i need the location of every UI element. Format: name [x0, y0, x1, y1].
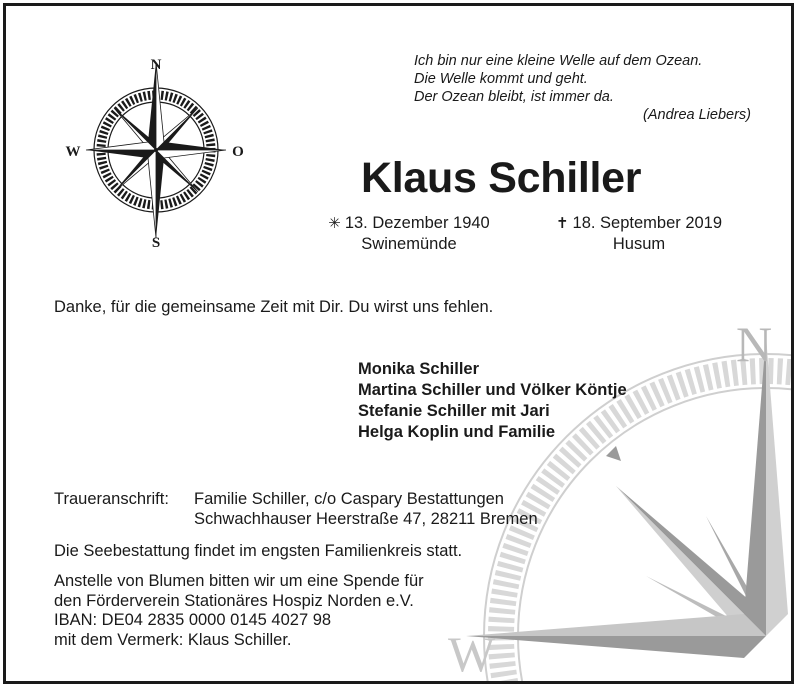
mourner-name: Martina Schiller und Völker Köntje	[358, 381, 627, 399]
address-line: Schwachhauser Heerstraße 47, 28211 Bremen	[194, 510, 538, 528]
donation-line: mit dem Vermerk: Klaus Schiller.	[54, 630, 292, 649]
donation-line: den Förderverein Stationäres Hospiz Norden e.V.	[54, 591, 414, 610]
death-cross-icon: ✝	[555, 215, 569, 232]
large-compass-n-label: N	[736, 316, 773, 372]
thanks-text: Danke, für die gemeinsame Zeit mit Dir. Du wirst uns fehlen.	[54, 298, 494, 316]
mourner-name: Helga Koplin und Familie	[358, 423, 556, 441]
obituary-frame	[3, 3, 794, 684]
birth-place: Swinemünde	[361, 235, 457, 253]
address-label: Traueranschrift:	[54, 490, 169, 508]
quote-line: Ich bin nur eine kleine Welle auf dem Ozean.	[414, 53, 703, 69]
mourners-list	[358, 359, 627, 443]
donation-line: Anstelle von Blumen bitten wir um eine Spende für	[54, 572, 424, 590]
mourning-address	[54, 489, 538, 529]
death-place: Husum	[612, 235, 666, 253]
sea-burial-note: Die Seebestattung findet im engsten Familienkreis statt.	[54, 542, 463, 560]
birth-date: 13. Dezember 1940	[344, 214, 490, 232]
compass-w-label: W	[65, 144, 81, 160]
donation-iban: IBAN: DE04 2835 0000 0145 4027 98	[54, 611, 332, 629]
mourner-name: Stefanie Schiller mit Jari	[358, 402, 550, 420]
address-line: Familie Schiller, c/o Caspary Bestattungen	[194, 490, 504, 508]
death-info	[554, 213, 724, 254]
large-compass-w-label: W	[448, 626, 496, 682]
quote-line: Die Welle kommt und geht.	[414, 71, 588, 87]
mourner-name: Monika Schiller	[358, 360, 480, 378]
compass-o-label: O	[232, 144, 244, 160]
quote-line: Der Ozean bleibt, ist immer da.	[414, 89, 614, 105]
birth-star-icon: ✳	[328, 215, 341, 232]
compass-rose-icon	[58, 50, 254, 250]
birth-info	[324, 213, 494, 254]
quote-author: (Andrea Liebers)	[643, 107, 751, 123]
death-date: 18. September 2019	[572, 214, 723, 232]
deceased-name: Klaus Schiller	[361, 154, 642, 202]
quote-block	[391, 52, 751, 124]
donation-note	[54, 572, 424, 650]
compass-n-label: N	[150, 57, 162, 73]
compass-s-label: S	[151, 235, 161, 250]
